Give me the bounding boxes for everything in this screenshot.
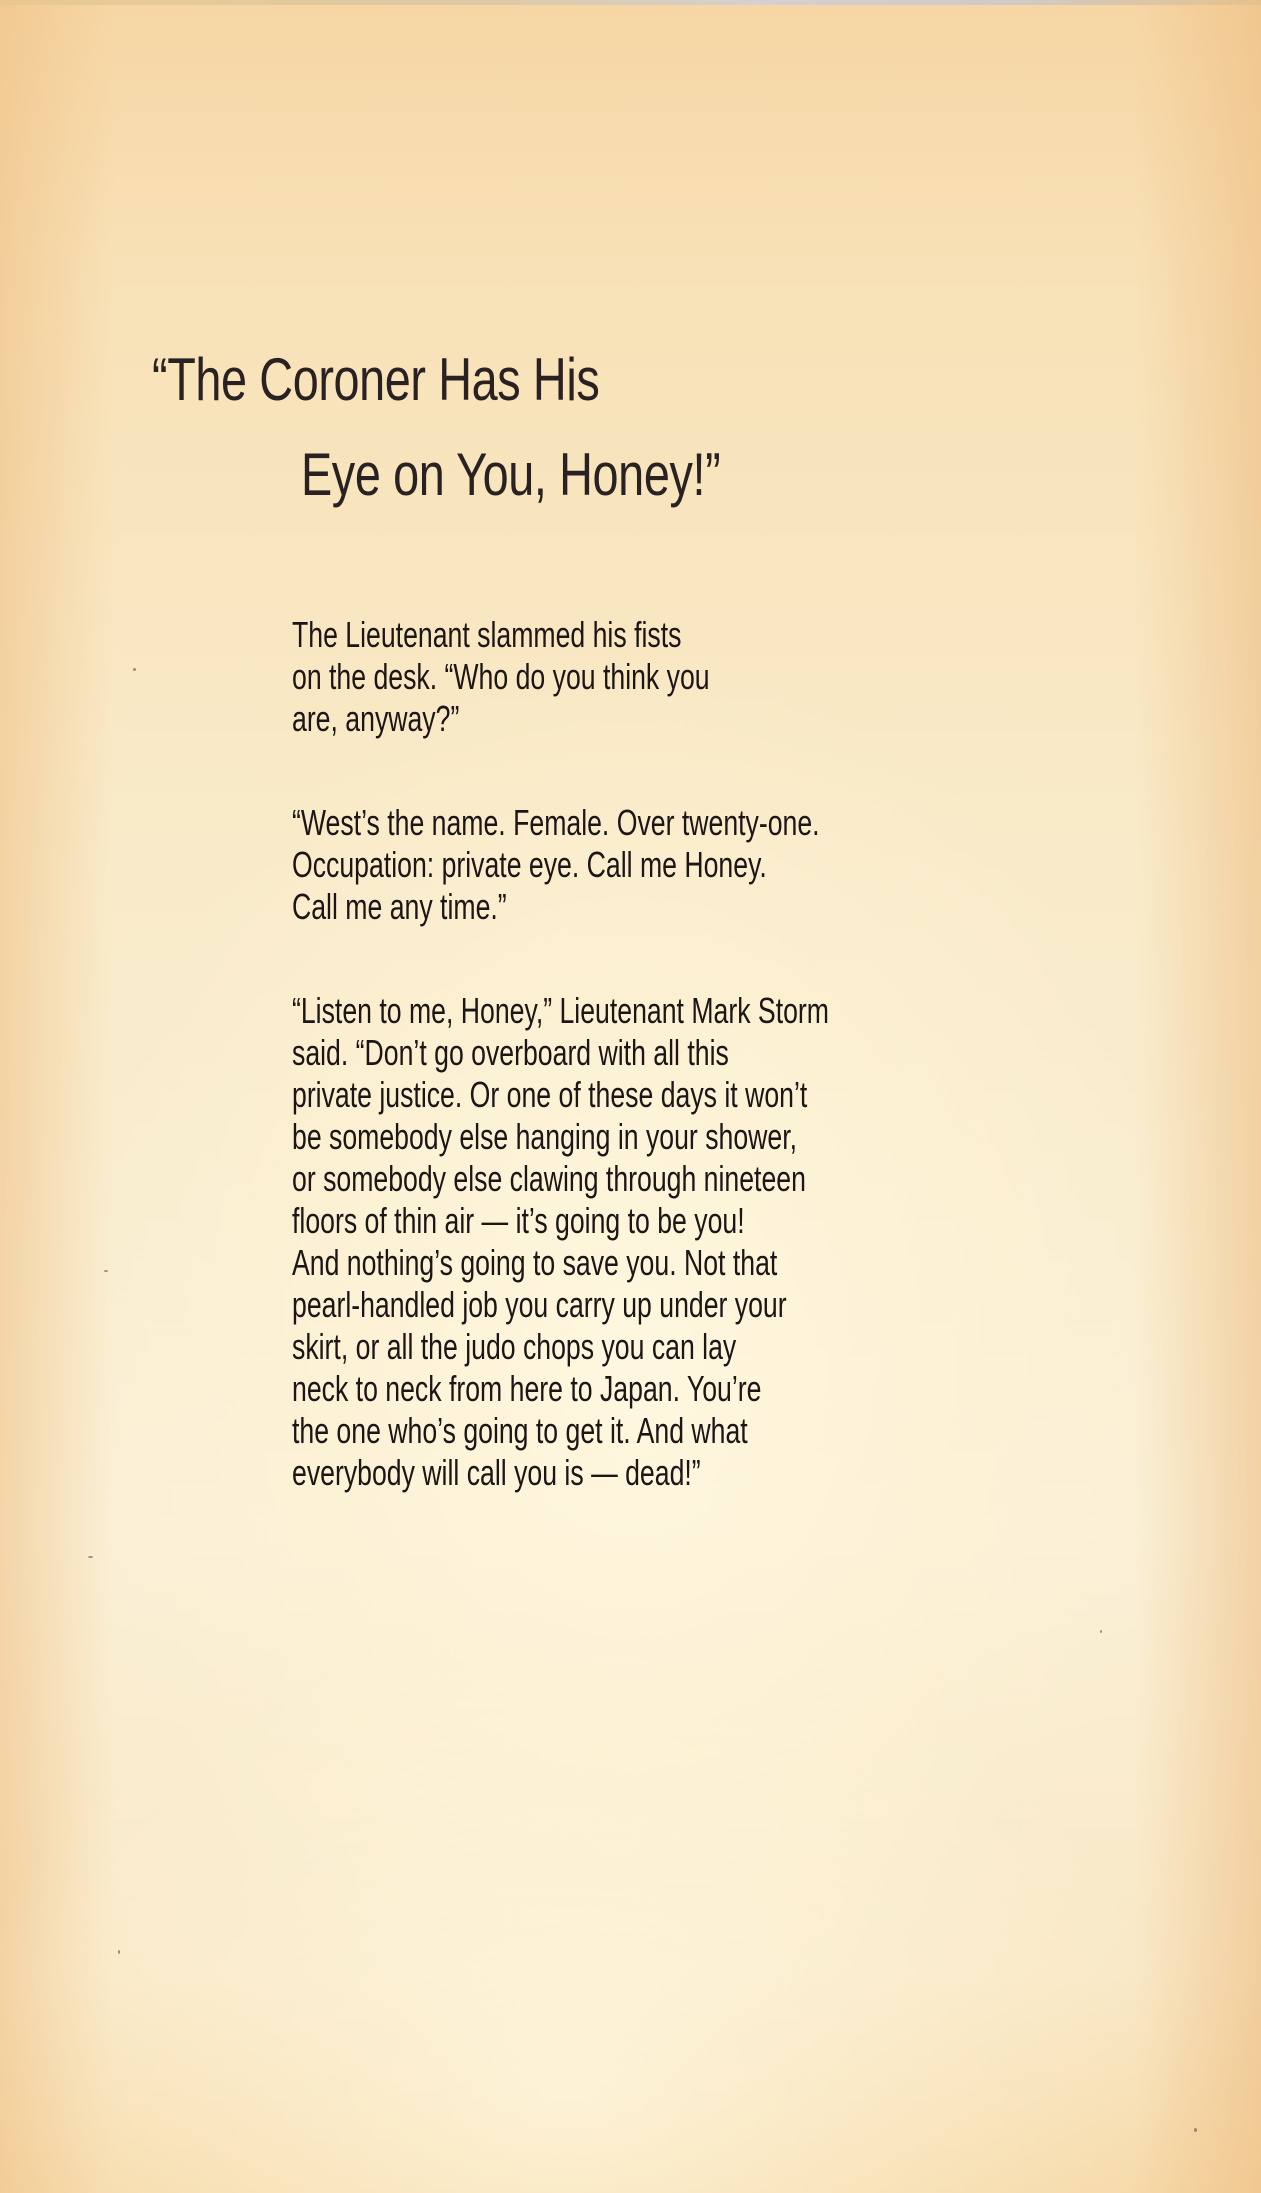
- text-line: floors of thin air — it’s going to be you!: [292, 1200, 745, 1241]
- text-line: Call me any time.”: [292, 886, 507, 927]
- headline-line-2: Eye on You, Honey!”: [300, 441, 721, 508]
- paragraph-3: [292, 990, 829, 1494]
- page-top-edge: [0, 0, 1261, 5]
- paper-speck: [104, 1270, 108, 1272]
- paper-speck: [88, 1556, 93, 1558]
- text-line: are, anyway?”: [292, 698, 460, 739]
- text-line: neck to neck from here to Japan. You’re: [292, 1368, 762, 1409]
- text-line: skirt, or all the judo chops you can lay: [292, 1326, 737, 1367]
- paper-speck: [118, 1950, 120, 1954]
- paragraph-2: [292, 802, 829, 928]
- text-line: pearl-handled job you carry up under your: [292, 1284, 787, 1325]
- paper-speck: [133, 668, 136, 671]
- headline-line-1: “The Coroner Has His: [152, 346, 600, 413]
- teaser-body: [292, 614, 829, 1556]
- text-line: or somebody else clawing through nineteen: [292, 1158, 806, 1199]
- headline: [152, 346, 721, 508]
- text-line: on the desk. “Who do you think you: [292, 656, 710, 697]
- text-line: “West’s the name. Female. Over twenty-one.: [292, 802, 820, 843]
- paragraph-1: [292, 614, 829, 740]
- text-line: be somebody else hanging in your shower,: [292, 1116, 798, 1157]
- text-line: Occupation: private eye. Call me Honey.: [292, 844, 767, 885]
- paper-speck: [1194, 2128, 1197, 2132]
- text-line: “Listen to me, Honey,” Lieutenant Mark Storm: [292, 990, 829, 1031]
- text-line: The Lieutenant slammed his fists: [292, 614, 682, 655]
- paper-speck: [1100, 1630, 1102, 1633]
- text-line: said. “Don’t go overboard with all this: [292, 1032, 729, 1073]
- text-line: And nothing’s going to save you. Not that: [292, 1242, 778, 1283]
- text-line: private justice. Or one of these days it won’t: [292, 1074, 808, 1115]
- text-line: the one who’s going to get it. And what: [292, 1410, 748, 1451]
- text-line: everybody will call you is — dead!”: [292, 1452, 701, 1493]
